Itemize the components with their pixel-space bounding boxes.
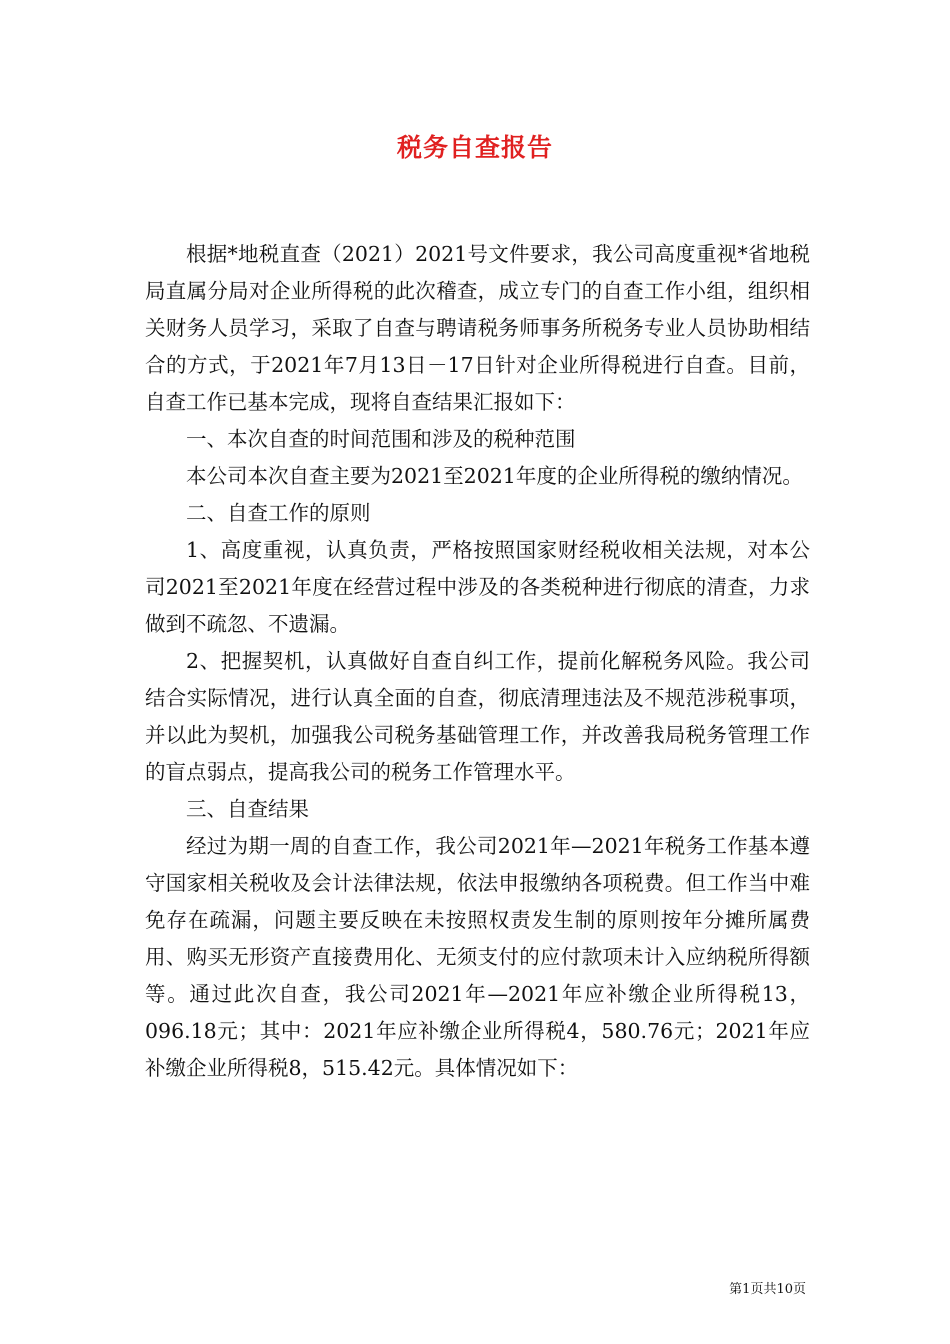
page-number: 第1页共10页: [729, 1282, 806, 1297]
section-heading-scope: 一、本次自查的时间范围和涉及的税种范围: [186, 427, 576, 451]
paragraph-principle-1: 1、高度重视，认真负责，严格按照国家财经税收相关法规，对本公司2021至2021年度在经营过程中涉及的各类税种进行彻底的清查，力求做到不疏忽、不遗漏。: [145, 538, 810, 636]
section-heading-results: 三、自查结果: [186, 797, 309, 821]
paragraph-intro: 根据*地税直查（2021）2021号文件要求，我公司高度重视*省地税局直属分局对企业所得税的此次稽查，成立专门的自查工作小组，组织相关财务人员学习，采取了自查与聘请税务师事务所税务专业人员协助相结合的方式，于2021年7月13日－17日针对企业所得税进行自查。目前，自查工作已基本完成，现将自查结果汇报如下：: [145, 242, 810, 414]
paragraph-principle-2: 2、把握契机，认真做好自查自纠工作，提前化解税务风险。我公司结合实际情况，进行认真全面的自查，彻底清理违法及不规范涉税事项，并以此为契机，加强我公司税务基础管理工作，并改善我局税务管理工作的盲点弱点，提高我公司的税务工作管理水平。: [145, 649, 810, 784]
section-heading-principles: 二、自查工作的原则: [186, 501, 371, 525]
paragraph-scope: 本公司本次自查主要为2021至2021年度的企业所得税的缴纳情况。: [186, 464, 803, 488]
paragraph-results: 经过为期一周的自查工作，我公司2021年—2021年税务工作基本遵守国家相关税收及会计法律法规，依法申报缴纳各项税费。但工作当中难免存在疏漏，问题主要反映在未按照权责发生制的原则按年分摊所属费用、购买无形资产直接费用化、无须支付的应付款项未计入应纳税所得额等。通过此次自查，我公司2021年—2021年应补缴企业所得税13，096.18元；其中：2021年应补缴企业所得税4，580.76元；2021年应补缴企业所得税8，515.42元。具体情况如下：: [145, 834, 810, 1080]
document-body: [145, 236, 810, 1087]
document-title: 税务自查报告: [396, 133, 553, 162]
